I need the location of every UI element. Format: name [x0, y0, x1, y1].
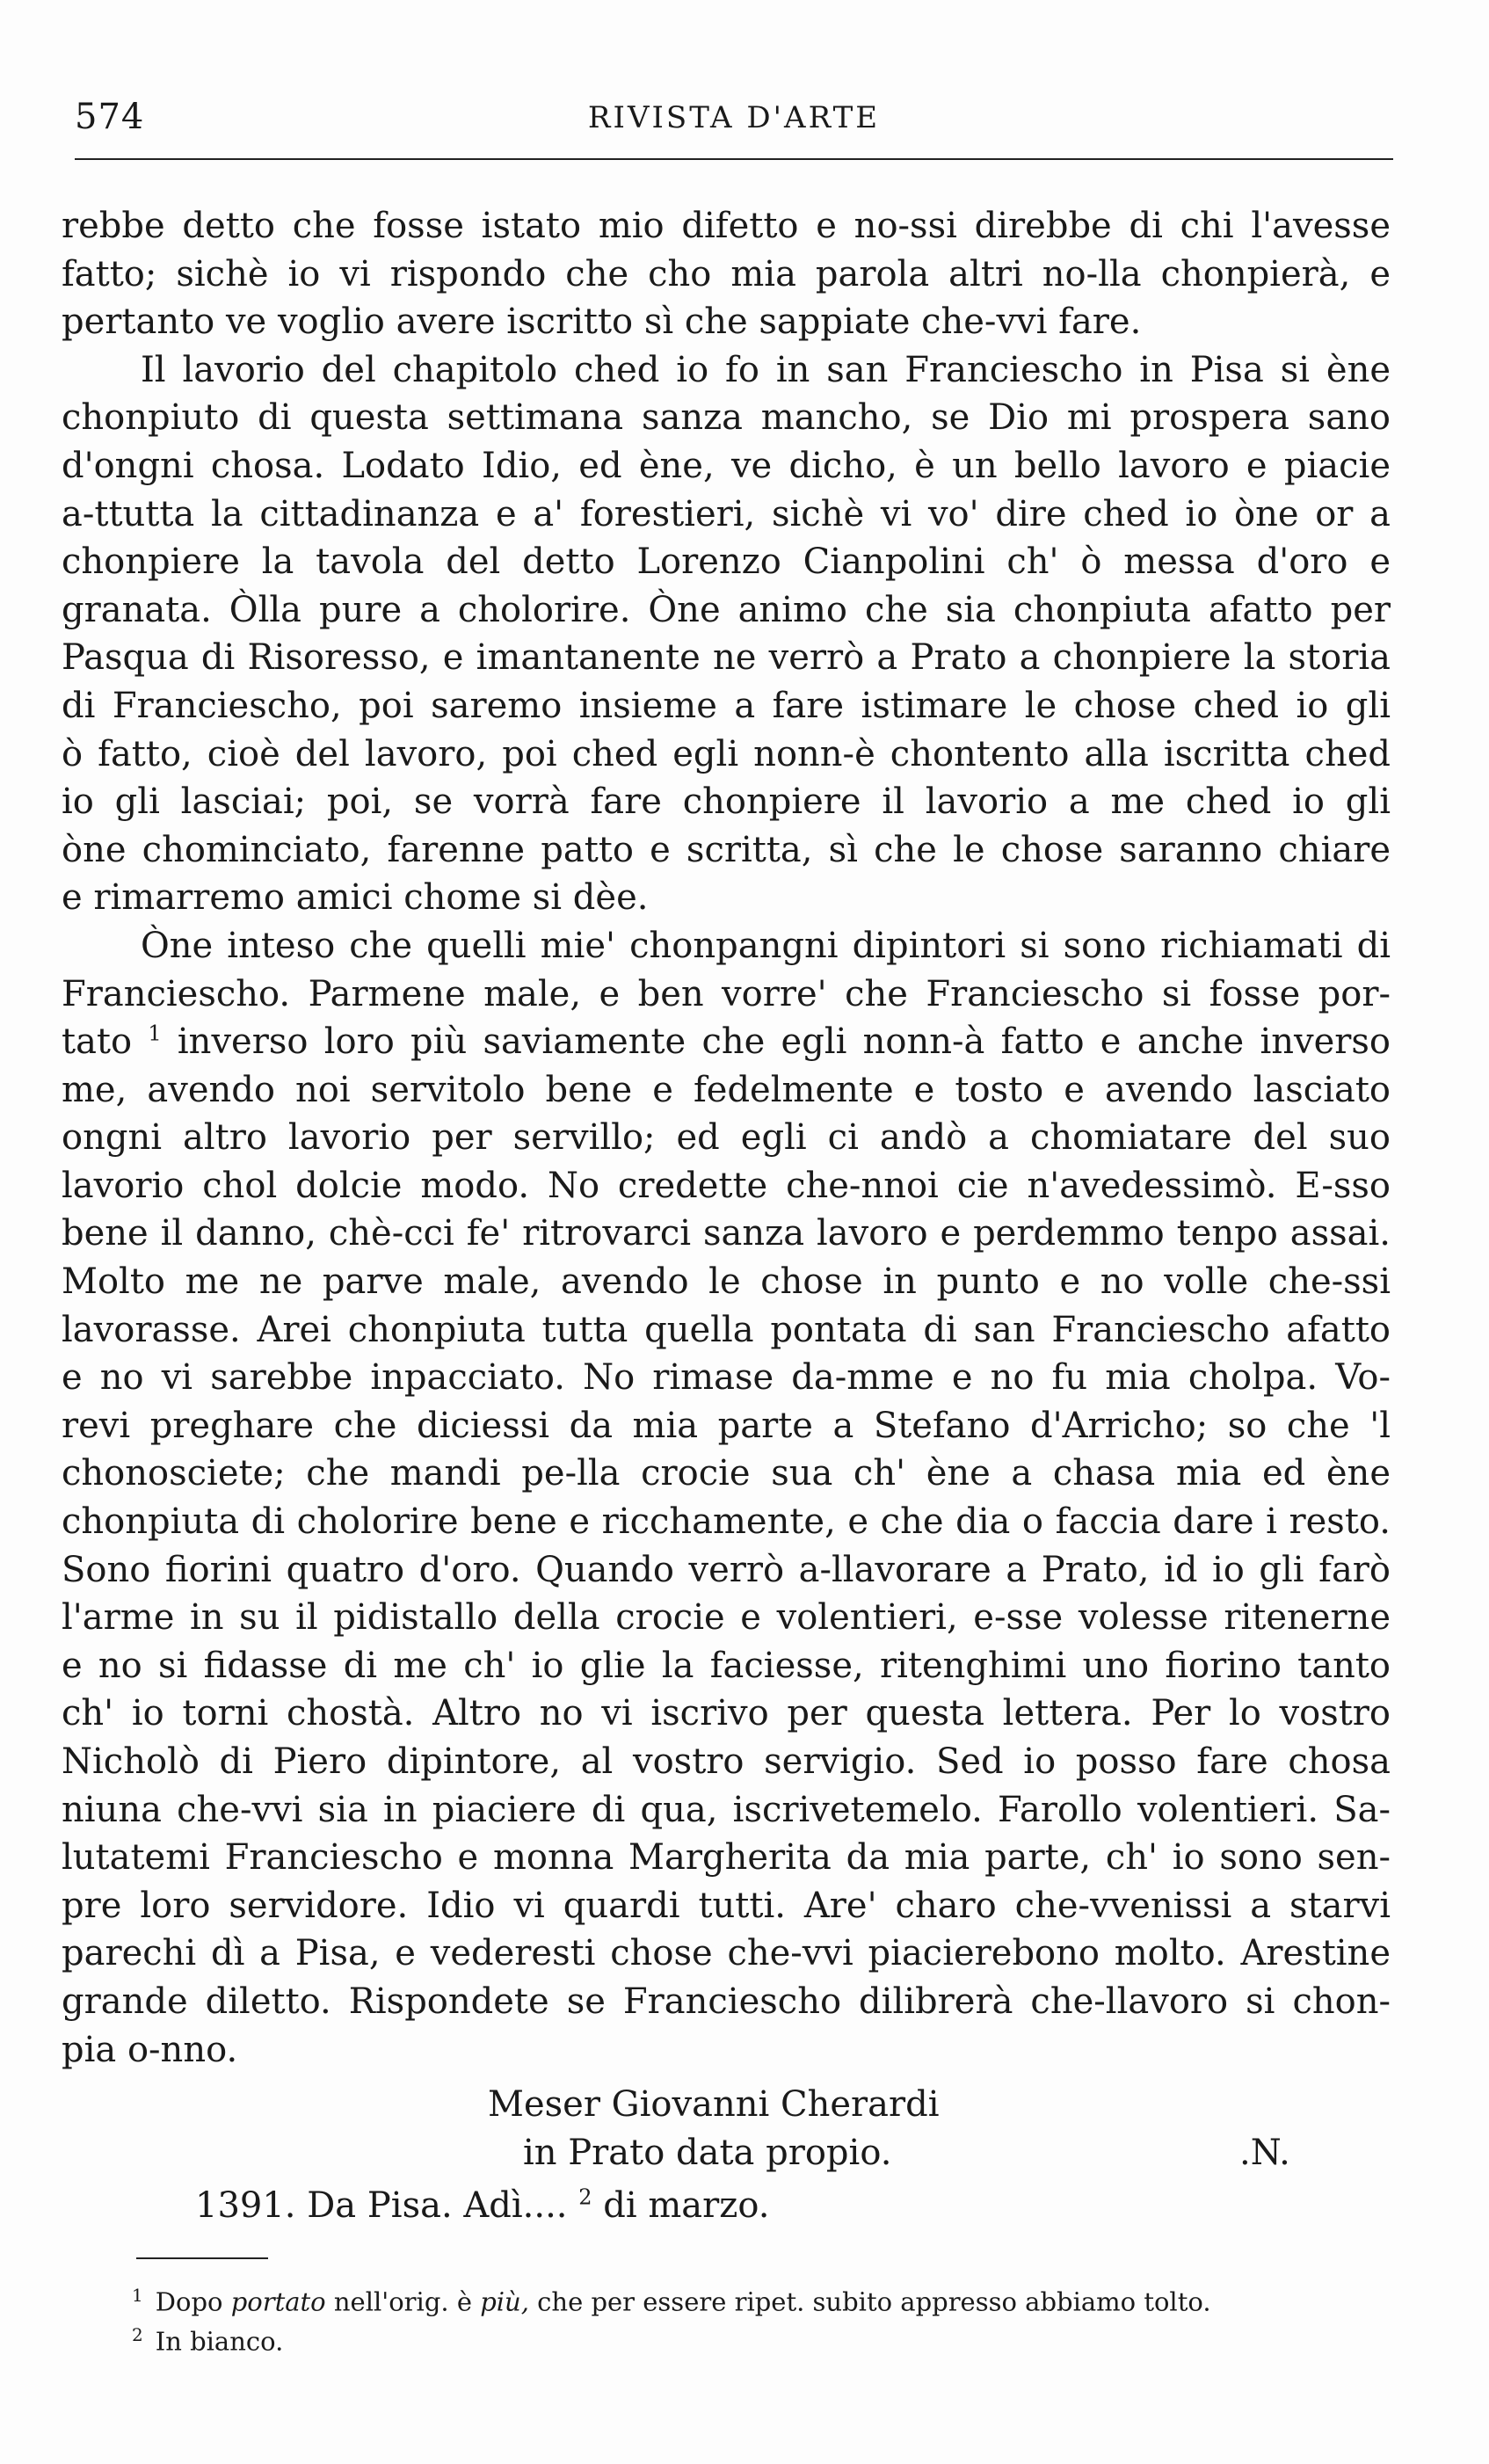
text-line: Sono fiorini quatro d'oro. Quando verrò a-llavorare a Prato, id io gli farò	[62, 1549, 1391, 1590]
text-line: ongni altro lavorio per servillo; ed egli ci andò a chomiatare del suo	[62, 1117, 1391, 1159]
text-line: lavorasse. Arei chonpiuta tutta quella pontata di san Franciescho afatto	[62, 1309, 1391, 1350]
date-prefix: 1391. Da Pisa. Adì....	[195, 2185, 568, 2226]
text-line: a-ttutta la cittadinanza e a' forestieri, sichè vi vo' dire ched io òne or a	[62, 493, 1391, 534]
text-line: Pasqua di Risoresso, e imantanente ne verrò a Prato a chonpiere la storia	[62, 637, 1391, 679]
text-line: l'arme in su il pidistallo della crocie e volentieri, e-sse volesse ritenerne	[62, 1597, 1391, 1639]
footnotes	[132, 2279, 1389, 2358]
text-line: chonpiere la tavola del detto Lorenzo Cianpolini ch' ò messa d'oro e	[62, 541, 1391, 583]
footnote-2-mark: 2	[132, 2323, 143, 2345]
text-line-with-note	[62, 1018, 1391, 1066]
header-rule	[75, 158, 1393, 160]
text-line: io gli lasciai; poi, se vorrà fare chonpiere il lavorio a me ched io gli	[62, 781, 1391, 823]
footnote-1-text: Dopo	[155, 2286, 223, 2317]
footnote-2	[132, 2319, 1389, 2359]
date-line	[195, 2182, 769, 2229]
page-header	[75, 97, 1393, 149]
letter-body	[62, 202, 1391, 2074]
footnote-2-text: In bianco.	[155, 2326, 284, 2357]
text-line: rebbe detto che fosse istato mio difetto e no-ssi direbbe di chi l'avesse	[62, 206, 1391, 246]
text-line: parechi dì a Pisa, e vederesti chose che-vvi piacierebono molto. Arestine	[62, 1933, 1391, 1974]
text-line-rest: inverso loro più saviamente che egli nonn-à fatto e anche inverso	[177, 1021, 1391, 1063]
text-line: me, avendo noi servitolo bene e fedelmente e tosto e avendo lasciato	[62, 1069, 1391, 1110]
text-line: òne chominciato, farenne patto e scritta, sì che le chose saranno chiare	[62, 829, 1391, 870]
text-line: ch' io torni chostà. Altro no vi iscrivo per questa lettera. Per lo vostro	[62, 1693, 1391, 1734]
page-number: 574	[75, 97, 145, 137]
footnote-1-text: nell'orig. è	[333, 2286, 472, 2317]
footnote-1-italic-piu: più,	[480, 2286, 529, 2317]
text-line: lutatemi Franciescho e monna Margherita da mia parte, ch' io sono sen-	[62, 1837, 1391, 1879]
text-line: chonpiuto di questa settimana sanza mancho, se Dio mi prospera sano	[62, 397, 1391, 439]
text-line: Òne inteso che quelli mie' chonpangni dipintori si sono richiamati di	[141, 925, 1391, 966]
text-line: revi preghare che diciessi da mia parte a Stefano d'Arricho; so che 'l	[62, 1405, 1391, 1446]
text-line: e no si fidasse di me ch' io glie la faciesse, ritenghimi uno fiorino tanto	[62, 1645, 1391, 1686]
footnote-ref-1[interactable]: 1	[148, 1021, 162, 1046]
text-line: ò fatto, cioè del lavoro, poi ched egli nonn-è chontento alla iscritta ched	[62, 733, 1391, 774]
footnote-1-text: che per essere ripet. subito appresso abbiamo tolto.	[537, 2286, 1211, 2317]
text-line: lavorio chol dolcie modo. No credette che-nnoi cie n'avedessimò. E-sso	[62, 1165, 1391, 1206]
text-line: d'ongni chosa. Lodato Idio, ed ène, ve dicho, è un bello lavoro e piacie	[62, 445, 1391, 486]
footnote-1-italic-portato: portato	[230, 2286, 326, 2317]
footnote-ref-2[interactable]: 2	[578, 2184, 592, 2210]
text-line: granata. Òlla pure a cholorire. Òne animo che sia chonpiuta afatto per	[62, 589, 1391, 630]
text-line: Molto me ne parve male, avendo le chose in punto e no volle che-ssi	[62, 1261, 1391, 1303]
text-line: grande diletto. Rispondete se Franciescho dilibrerà che-llavoro si chon-	[62, 1981, 1391, 2022]
text-line: Nicholò di Piero dipintore, al vostro servigio. Sed io posso fare chosa	[62, 1741, 1391, 1782]
text-line: chonosciete; che mandi pe-lla crocie sua ch' ène a chasa mia ed ène	[62, 1453, 1391, 1494]
text-line: pre loro servidore. Idio vi quardi tutti. Are' charo che-vvenissi a starvi	[62, 1885, 1391, 1926]
text-line: Il lavorio del chapitolo ched io fo in san Franciescho in Pisa si ène	[141, 349, 1391, 390]
text-line: e rimarremo amici chome si dèe.	[62, 877, 649, 919]
text-line: chonpiuta di cholorire bene e ricchamente, e che dia o faccia dare i resto.	[62, 1501, 1391, 1543]
date-suffix: di marzo.	[603, 2185, 770, 2226]
footnote-1	[132, 2279, 1389, 2319]
signature-mark: .N.	[1239, 2133, 1290, 2173]
text-line: di Franciescho, poi saremo insieme a fare istimare le chose ched io gli	[62, 685, 1391, 726]
footnote-rule	[136, 2257, 268, 2259]
text-line: Franciescho. Parmene male, e ben vorre' che Franciescho si fosse por-	[62, 973, 1391, 1014]
text-line: bene il danno, chè-cci fe' ritrovarci sanza lavoro e perdemmo tenpo assai.	[62, 1213, 1391, 1254]
running-title: RIVISTA D'ARTE	[587, 100, 881, 135]
text-line: pertanto ve voglio avere iscritto sì che sappiate che-vvi fare.	[62, 302, 1142, 343]
place-line: in Prato data propio.	[523, 2133, 892, 2173]
portato-continuation: tato	[62, 1021, 133, 1063]
text-line: e no vi sarebbe inpacciato. No rimase da-mme e no fu mia cholpa. Vo-	[62, 1357, 1391, 1399]
text-line: fatto; sichè io vi rispondo che cho mia parola altri no-lla chonpierà, e	[62, 253, 1391, 294]
text-line: pia o-nno.	[62, 2029, 238, 2070]
footnote-1-mark: 1	[132, 2285, 143, 2306]
text-line: niuna che-vvi sia in piaciere di qua, iscrivetemelo. Farollo volentieri. Sa-	[62, 1789, 1391, 1830]
addressee: Meser Giovanni Cherardi	[488, 2084, 940, 2125]
